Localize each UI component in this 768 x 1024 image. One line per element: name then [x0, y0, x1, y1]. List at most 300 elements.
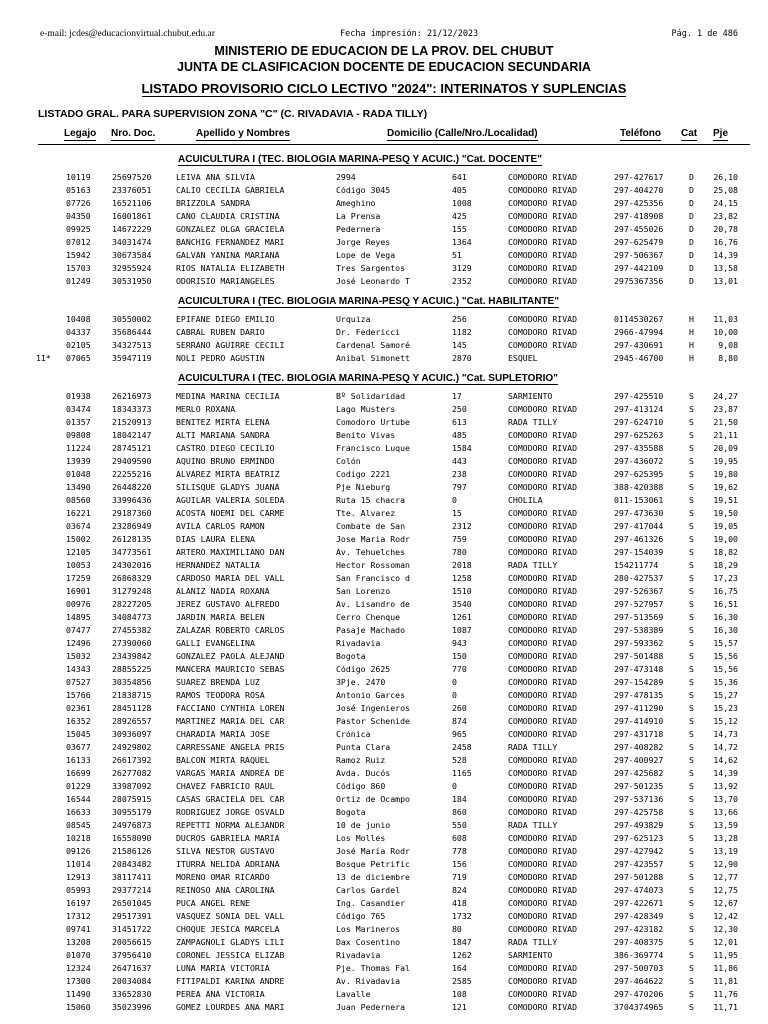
table-row — [0, 650, 768, 663]
cell-nombre: SILVA NESTOR GUSTAVO — [176, 846, 275, 856]
cell-loc: COMODORO RIVAD — [508, 729, 578, 739]
table-row — [0, 741, 768, 754]
cell-nro: 1262 — [452, 950, 472, 960]
cell-tel: 297-423182 — [614, 924, 664, 934]
listing-table — [0, 150, 768, 1018]
cell-dom: Los Molles — [336, 833, 386, 843]
table-row — [0, 249, 768, 262]
cell-nombre: MORENO OMAR RICARDO — [176, 872, 270, 882]
cell-doc: 28745121 — [112, 443, 152, 453]
email-text: e-mail: jcdes@educacionvirtual.chubut.edu.ar — [40, 29, 215, 39]
listing-title — [0, 81, 768, 96]
cell-doc: 21520913 — [112, 417, 152, 427]
cell-nro: 965 — [452, 729, 467, 739]
cell-legajo: 11490 — [66, 989, 91, 999]
cell-nombre: GONZALEZ OLGA GRACIELA — [176, 224, 285, 234]
cell-loc: COMODORO RIVAD — [508, 768, 578, 778]
cell-legajo: 09808 — [66, 430, 91, 440]
cell-tel: 297-501235 — [614, 781, 664, 791]
cell-mark: 11* — [36, 353, 51, 363]
cell-nombre: MERLO ROXANA — [176, 404, 236, 414]
cell-loc: COMODORO RIVAD — [508, 172, 578, 182]
cell-cat: S — [689, 508, 694, 518]
cell-nombre: ALVAREZ MIRTA BEATRIZ — [176, 469, 280, 479]
cell-legajo: 09925 — [66, 224, 91, 234]
cell-legajo: 15060 — [66, 1002, 91, 1012]
cell-doc: 14672229 — [112, 224, 152, 234]
cell-pje: 14,39 — [713, 250, 738, 260]
cell-pje: 16,76 — [713, 237, 738, 247]
cell-loc: COMODORO RIVAD — [508, 263, 578, 273]
cell-legajo: 08545 — [66, 820, 91, 830]
table-row — [0, 429, 768, 442]
cell-doc: 28926557 — [112, 716, 152, 726]
cell-tel: 297-470206 — [614, 989, 664, 999]
cell-loc: COMODORO RIVAD — [508, 963, 578, 973]
cell-cat: S — [689, 911, 694, 921]
table-row — [0, 754, 768, 767]
cell-loc: COMODORO RIVAD — [508, 599, 578, 609]
cell-legajo: 12324 — [66, 963, 91, 973]
table-row — [0, 507, 768, 520]
cell-dom: Av. Tehuelches — [336, 547, 406, 557]
cell-doc: 30955179 — [112, 807, 152, 817]
cell-doc: 26128135 — [112, 534, 152, 544]
cell-doc: 26617392 — [112, 755, 152, 765]
cell-pje: 15,23 — [713, 703, 738, 713]
cell-loc: COMODORO RIVAD — [508, 846, 578, 856]
section-title: ACUICULTURA I (TEC. BIOLOGIA MARINA-PESQ Y ACUIC.) "Cat. SUPLETORIO" — [178, 373, 558, 384]
cell-nro: 0 — [452, 781, 457, 791]
cell-tel: 0114530267 — [614, 314, 664, 324]
cell-cat: S — [689, 768, 694, 778]
cell-nombre: VASQUEZ SONIA DEL VALL — [176, 911, 285, 921]
table-row — [0, 845, 768, 858]
table-row — [0, 494, 768, 507]
cell-cat: S — [689, 898, 694, 908]
cell-pje: 11,71 — [713, 1002, 738, 1012]
cell-dom: Av. Lisandro de — [336, 599, 410, 609]
cell-cat: S — [689, 495, 694, 505]
cell-doc: 34773561 — [112, 547, 152, 557]
cell-nro: 3540 — [452, 599, 472, 609]
cell-cat: S — [689, 963, 694, 973]
cell-pje: 23,82 — [713, 211, 738, 221]
cell-loc: COMODORO RIVAD — [508, 327, 578, 337]
col-legajo: Legajo — [64, 128, 97, 139]
cell-dom: Ameghino — [336, 198, 376, 208]
cell-tel: 297-625263 — [614, 430, 664, 440]
cell-tel: 297-537136 — [614, 794, 664, 804]
cell-nro: 2458 — [452, 742, 472, 752]
cell-cat: S — [689, 1002, 694, 1012]
cell-legajo: 10119 — [66, 172, 91, 182]
cell-nombre: DUCROS GABRIELA MARIA — [176, 833, 280, 843]
cell-nro: 1165 — [452, 768, 472, 778]
cell-pje: 21,11 — [713, 430, 738, 440]
cell-nombre: LUNA MARIA VICTORIA — [176, 963, 270, 973]
cell-nro: 260 — [452, 703, 467, 713]
cell-cat: S — [689, 573, 694, 583]
cell-dom: Combate de San — [336, 521, 406, 531]
cell-nro: 1732 — [452, 911, 472, 921]
cell-tel: 3704374965 — [614, 1002, 664, 1012]
table-row — [0, 988, 768, 1001]
cell-legajo: 01357 — [66, 417, 91, 427]
cell-cat: S — [689, 924, 694, 934]
cell-tel: 297-417044 — [614, 521, 664, 531]
cell-cat: S — [689, 469, 694, 479]
table-row — [0, 468, 768, 481]
cell-loc: COMODORO RIVAD — [508, 625, 578, 635]
cell-pje: 13,28 — [713, 833, 738, 843]
table-row — [0, 197, 768, 210]
cell-loc: COMODORO RIVAD — [508, 638, 578, 648]
col-cat: Cat — [681, 128, 698, 139]
cell-pje: 18,82 — [713, 547, 738, 557]
cell-cat: H — [689, 353, 694, 363]
cell-nro: 2312 — [452, 521, 472, 531]
col-pje: Pje — [713, 128, 729, 139]
cell-nombre: AGUILAR VALERIA SOLEDA — [176, 495, 285, 505]
cell-pje: 12,01 — [713, 937, 738, 947]
cell-legajo: 17259 — [66, 573, 91, 583]
cell-doc: 20843482 — [112, 859, 152, 869]
cell-nombre: BALCON MIRTA RAQUEL — [176, 755, 270, 765]
cell-dom: Código 2625 — [336, 664, 391, 674]
cell-cat: S — [689, 950, 694, 960]
cell-cat: S — [689, 482, 694, 492]
cell-loc: COMODORO RIVAD — [508, 276, 578, 286]
cell-doc: 28855225 — [112, 664, 152, 674]
cell-nombre: MARTINEZ MARIA DEL CAR — [176, 716, 285, 726]
cell-dom: Bogota — [336, 807, 366, 817]
cell-legajo: 10408 — [66, 314, 91, 324]
cell-doc: 33652830 — [112, 989, 152, 999]
table-row — [0, 832, 768, 845]
cell-nro: 943 — [452, 638, 467, 648]
cell-legajo: 05163 — [66, 185, 91, 195]
cell-nro: 80 — [452, 924, 462, 934]
cell-loc: COMODORO RIVAD — [508, 690, 578, 700]
cell-legajo: 03677 — [66, 742, 91, 752]
cell-cat: S — [689, 417, 694, 427]
cell-loc: RADA TILLY — [508, 417, 558, 427]
cell-nro: 17 — [452, 391, 462, 401]
cell-loc: ESQUEL — [508, 353, 538, 363]
cell-cat: S — [689, 651, 694, 661]
cell-dom: Pasaje Machado — [336, 625, 406, 635]
cell-dom: Rivadavia — [336, 950, 381, 960]
cell-pje: 26,10 — [713, 172, 738, 182]
cell-nombre: NOLI PEDRO AGUSTIN — [176, 353, 265, 363]
cell-doc: 26448220 — [112, 482, 152, 492]
cell-doc: 23376051 — [112, 185, 152, 195]
cell-doc: 26868329 — [112, 573, 152, 583]
cell-pje: 14,72 — [713, 742, 738, 752]
cell-nro: 164 — [452, 963, 467, 973]
cell-legajo: 14343 — [66, 664, 91, 674]
cell-nombre: REINOSO ANA CAROLINA — [176, 885, 275, 895]
ministry-title: MINISTERIO DE EDUCACION DE LA PROV. DEL CHUBUT — [214, 44, 554, 58]
cell-nro: 550 — [452, 820, 467, 830]
cell-legajo: 03674 — [66, 521, 91, 531]
cell-pje: 11,81 — [713, 976, 738, 986]
cell-cat: H — [689, 314, 694, 324]
cell-legajo: 02361 — [66, 703, 91, 713]
cell-nombre: FITIPALDI KARINA ANDRE — [176, 976, 285, 986]
cell-nro: 256 — [452, 314, 467, 324]
cell-dom: Crónica — [336, 729, 371, 739]
cell-nombre: RIOS NATALIA ELIZABETH — [176, 263, 285, 273]
cell-pje: 15,36 — [713, 677, 738, 687]
table-row — [0, 585, 768, 598]
cell-legajo: 10053 — [66, 560, 91, 570]
cell-nro: 874 — [452, 716, 467, 726]
table-row — [0, 455, 768, 468]
cell-dom: Pastor Schenide — [336, 716, 410, 726]
cell-loc: COMODORO RIVAD — [508, 755, 578, 765]
cell-tel: 386-369774 — [614, 950, 664, 960]
cell-cat: S — [689, 807, 694, 817]
section-title: ACUICULTURA I (TEC. BIOLOGIA MARINA-PESQ Y ACUIC.) "Cat. HABILITANTE" — [178, 296, 559, 307]
cell-dom: 10 de junio — [336, 820, 391, 830]
cell-tel: 297-413124 — [614, 404, 664, 414]
print-date: Fecha impresión: 21/12/2023 — [340, 29, 479, 39]
cell-cat: S — [689, 547, 694, 557]
cell-pje: 11,86 — [713, 963, 738, 973]
table-row — [0, 715, 768, 728]
cell-loc: COMODORO RIVAD — [508, 250, 578, 260]
table-row — [0, 223, 768, 236]
cell-loc: CHOLILA — [508, 495, 543, 505]
section-header — [0, 369, 768, 386]
cell-nro: 418 — [452, 898, 467, 908]
cell-legajo: 10218 — [66, 833, 91, 843]
cell-tel: 297-501488 — [614, 651, 664, 661]
cell-tel: 297-473630 — [614, 508, 664, 518]
cell-tel: 297-513569 — [614, 612, 664, 622]
table-row — [0, 897, 768, 910]
cell-dom: Comodoro Urtube — [336, 417, 410, 427]
cell-pje: 24,15 — [713, 198, 738, 208]
cell-pje: 14,73 — [713, 729, 738, 739]
cell-doc: 29377214 — [112, 885, 152, 895]
cell-legajo: 07065 — [66, 353, 91, 363]
cell-nro: 250 — [452, 404, 467, 414]
cell-loc: COMODORO RIVAD — [508, 224, 578, 234]
cell-legajo: 01938 — [66, 391, 91, 401]
cell-cat: S — [689, 859, 694, 869]
cell-nombre: CARRESSANE ANGELA PRIS — [176, 742, 285, 752]
cell-pje: 21,50 — [713, 417, 738, 427]
cell-tel: 297-625123 — [614, 833, 664, 843]
cell-loc: COMODORO RIVAD — [508, 898, 578, 908]
cell-pje: 11,95 — [713, 950, 738, 960]
print-info-bar — [0, 29, 768, 41]
cell-tel: 297-593362 — [614, 638, 664, 648]
cell-dom: Ramoz Ruiz — [336, 755, 386, 765]
cell-loc: COMODORO RIVAD — [508, 211, 578, 221]
cell-pje: 13,70 — [713, 794, 738, 804]
cell-nro: 108 — [452, 989, 467, 999]
cell-cat: D — [689, 263, 694, 273]
cell-cat: S — [689, 443, 694, 453]
cell-dom: Cardenal Samoré — [336, 340, 410, 350]
cell-doc: 28227205 — [112, 599, 152, 609]
cell-cat: S — [689, 404, 694, 414]
cell-dom: Código 860 — [336, 781, 386, 791]
cell-legajo: 05993 — [66, 885, 91, 895]
cell-nro: 719 — [452, 872, 467, 882]
cell-nombre: JEREZ GUSTAVO ALFREDO — [176, 599, 280, 609]
cell-nro: 2352 — [452, 276, 472, 286]
table-row — [0, 184, 768, 197]
cell-tel: 297-473148 — [614, 664, 664, 674]
cell-tel: 297-435588 — [614, 443, 664, 453]
table-row — [0, 390, 768, 403]
cell-cat: S — [689, 989, 694, 999]
cell-nombre: CHAVEZ FABRICIO RAUL — [176, 781, 275, 791]
cell-pje: 19,80 — [713, 469, 738, 479]
cell-cat: S — [689, 742, 694, 752]
cell-legajo: 15766 — [66, 690, 91, 700]
cell-pje: 12,67 — [713, 898, 738, 908]
cell-tel: 388-420388 — [614, 482, 664, 492]
cell-cat: S — [689, 690, 694, 700]
table-row — [0, 936, 768, 949]
cell-cat: S — [689, 846, 694, 856]
cell-cat: S — [689, 599, 694, 609]
cell-tel: 297-411290 — [614, 703, 664, 713]
cell-nro: 1584 — [452, 443, 472, 453]
cell-tel: 297-414910 — [614, 716, 664, 726]
cell-doc: 24929802 — [112, 742, 152, 752]
cell-tel: 297-527957 — [614, 599, 664, 609]
cell-doc: 22255216 — [112, 469, 152, 479]
cell-cat: S — [689, 755, 694, 765]
cell-doc: 33987092 — [112, 781, 152, 791]
table-row — [0, 923, 768, 936]
cell-legajo: 01048 — [66, 469, 91, 479]
table-row — [0, 352, 768, 365]
cell-loc: COMODORO RIVAD — [508, 586, 578, 596]
cell-pje: 13,92 — [713, 781, 738, 791]
cell-tel: 297-418908 — [614, 211, 664, 221]
cell-cat: S — [689, 612, 694, 622]
cell-nro: 0 — [452, 690, 457, 700]
cell-pje: 16,30 — [713, 612, 738, 622]
cell-dom: Los Marineros — [336, 924, 401, 934]
cell-nro: 1510 — [452, 586, 472, 596]
cell-pje: 19,05 — [713, 521, 738, 531]
cell-nro: 425 — [452, 211, 467, 221]
col-telefono: Teléfono — [620, 128, 661, 139]
cell-nro: 778 — [452, 846, 467, 856]
cell-dom: Bogota — [336, 651, 366, 661]
cell-cat: D — [689, 250, 694, 260]
cell-cat: S — [689, 586, 694, 596]
cell-legajo: 16633 — [66, 807, 91, 817]
cell-loc: COMODORO RIVAD — [508, 573, 578, 583]
cell-nombre: REPETTI NORMA ALEJANDR — [176, 820, 285, 830]
cell-cat: S — [689, 781, 694, 791]
header-divider — [38, 144, 750, 145]
cell-doc: 24976873 — [112, 820, 152, 830]
cell-nombre: FACCIANO CYNTHIA LOREN — [176, 703, 285, 713]
cell-cat: S — [689, 794, 694, 804]
cell-cat: H — [689, 327, 694, 337]
table-row — [0, 572, 768, 585]
cell-cat: S — [689, 885, 694, 895]
cell-loc: COMODORO RIVAD — [508, 185, 578, 195]
cell-loc: RADA TILLY — [508, 820, 558, 830]
cell-loc: COMODORO RIVAD — [508, 508, 578, 518]
cell-nro: 1847 — [452, 937, 472, 947]
cell-pje: 13,01 — [713, 276, 738, 286]
cell-legajo: 07726 — [66, 198, 91, 208]
cell-doc: 21586126 — [112, 846, 152, 856]
cell-pje: 12,42 — [713, 911, 738, 921]
cell-doc: 26277082 — [112, 768, 152, 778]
cell-pje: 19,00 — [713, 534, 738, 544]
cell-nombre: SERRANO AGUIRRE CECILI — [176, 340, 285, 350]
table-row — [0, 910, 768, 923]
cell-tel: 297-493829 — [614, 820, 664, 830]
table-row — [0, 871, 768, 884]
cell-dom: Cerro Chenque — [336, 612, 401, 622]
cell-cat: S — [689, 638, 694, 648]
cell-nro: 1008 — [452, 198, 472, 208]
cell-pje: 12,75 — [713, 885, 738, 895]
cell-dom: Juan Pedernera — [336, 1002, 406, 1012]
table-row — [0, 611, 768, 624]
col-domicilio: Domicilio (Calle/Nro./Localidad) — [387, 128, 538, 139]
cell-pje: 13,66 — [713, 807, 738, 817]
cell-dom: Lope de Vega — [336, 250, 396, 260]
table-row — [0, 767, 768, 780]
cell-pje: 25,08 — [713, 185, 738, 195]
cell-legajo: 15942 — [66, 250, 91, 260]
cell-tel: 297-506367 — [614, 250, 664, 260]
cell-dom: Lavalle — [336, 989, 371, 999]
cell-loc: COMODORO RIVAD — [508, 859, 578, 869]
table-row — [0, 858, 768, 871]
cell-legajo: 15032 — [66, 651, 91, 661]
cell-doc: 31451722 — [112, 924, 152, 934]
table-row — [0, 236, 768, 249]
cell-tel: 297-478135 — [614, 690, 664, 700]
cell-doc: 18042147 — [112, 430, 152, 440]
cell-nombre: CANO CLAUDIA CRISTINA — [176, 211, 280, 221]
cell-pje: 16,51 — [713, 599, 738, 609]
cell-doc: 38117411 — [112, 872, 152, 882]
cell-pje: 10,00 — [713, 327, 738, 337]
table-row — [0, 793, 768, 806]
cell-pje: 11,76 — [713, 989, 738, 999]
cell-nro: 3129 — [452, 263, 472, 273]
cell-pje: 24,27 — [713, 391, 738, 401]
table-row — [0, 520, 768, 533]
cell-nro: 155 — [452, 224, 467, 234]
cell-loc: COMODORO RIVAD — [508, 911, 578, 921]
cell-nro: 1258 — [452, 573, 472, 583]
cell-legajo: 03474 — [66, 404, 91, 414]
cell-cat: S — [689, 391, 694, 401]
cell-cat: D — [689, 224, 694, 234]
cell-nombre: VARGAS MARIA ANDREA DE — [176, 768, 285, 778]
cell-nro: 641 — [452, 172, 467, 182]
